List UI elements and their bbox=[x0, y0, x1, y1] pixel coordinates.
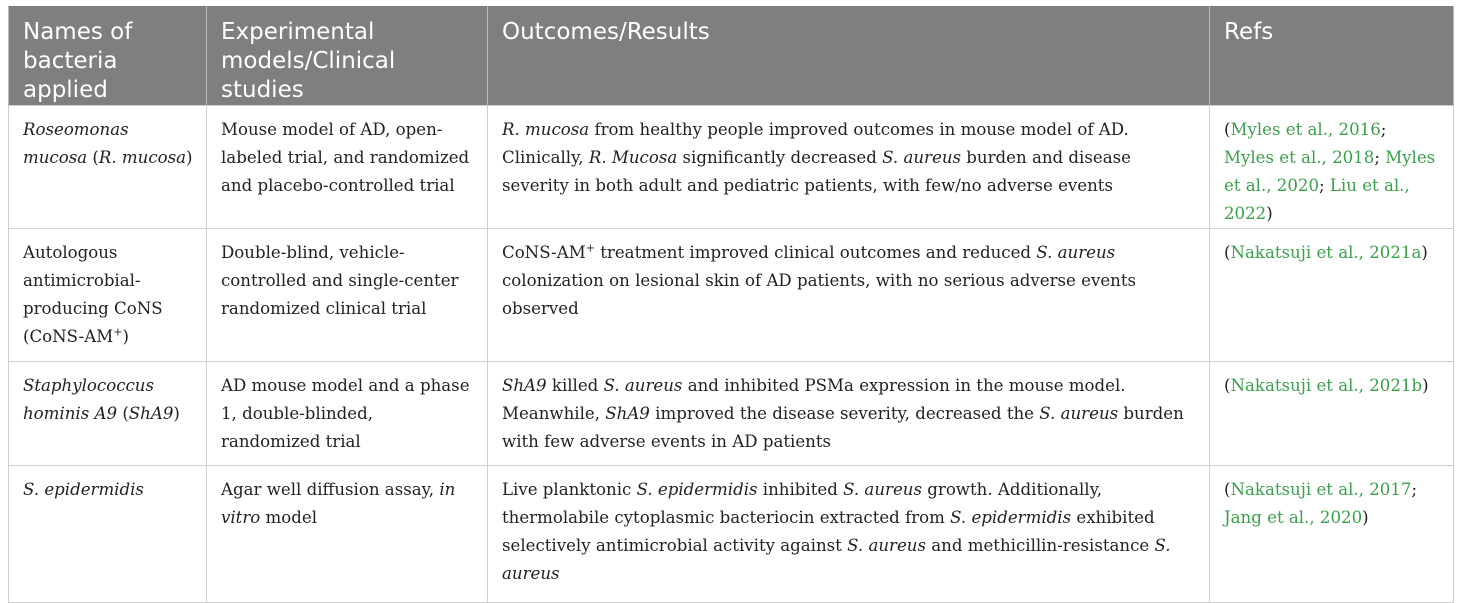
text-run: ) bbox=[173, 404, 180, 423]
italic-text: S. aureus bbox=[847, 536, 926, 555]
header-names: Names of bacteria applied bbox=[9, 6, 207, 106]
text-run: ) bbox=[122, 327, 129, 346]
italic-text: S. aureus bbox=[502, 536, 1171, 583]
text-run: ) bbox=[1421, 243, 1428, 262]
italic-text: ShA9 bbox=[128, 404, 174, 423]
superscript: + bbox=[113, 325, 123, 339]
text-run: and inhibited PSMa expression in the mouse model. Meanwhile, bbox=[502, 376, 1126, 423]
reference-link[interactable]: Jang et al., 2020 bbox=[1224, 508, 1363, 527]
italic-text: S. epidermidis bbox=[636, 480, 758, 499]
italic-text: in vitro bbox=[221, 480, 456, 527]
text-run: ; bbox=[1411, 480, 1418, 499]
text-run: treatment improved clinical outcomes and reduced bbox=[594, 243, 1037, 262]
cell-outcomes bbox=[488, 229, 1210, 362]
text-run: exhibited selectively antimicrobial activity against bbox=[502, 508, 1155, 555]
text-run: Live planktonic bbox=[502, 480, 637, 499]
cell-outcomes bbox=[488, 466, 1210, 603]
header-refs: Refs bbox=[1210, 6, 1454, 106]
cell-refs bbox=[1210, 106, 1454, 229]
text-run: ) bbox=[186, 148, 193, 167]
table-row bbox=[9, 466, 1454, 603]
cell-outcomes bbox=[488, 106, 1210, 229]
text-run: Agar well diffusion assay, bbox=[221, 480, 440, 499]
cell-refs bbox=[1210, 362, 1454, 466]
text-run: burden with few adverse events in AD patients bbox=[502, 404, 1184, 451]
text-run: ; bbox=[1374, 148, 1386, 167]
reference-link[interactable]: Myles et al., 2018 bbox=[1224, 148, 1375, 167]
cell-refs bbox=[1210, 466, 1454, 603]
cell-models bbox=[207, 362, 488, 466]
text-run: from healthy people improved outcomes in mouse model of AD. Clinically, bbox=[502, 120, 1129, 167]
italic-text: S. epidermidis bbox=[23, 480, 144, 499]
text-run: Autologous antimicrobial-producing CoNS (CoNS-AM bbox=[23, 243, 163, 346]
table-row bbox=[9, 106, 1454, 229]
header-models: Experimental models/Clinical studies bbox=[207, 6, 488, 106]
text-run: significantly decreased bbox=[677, 148, 883, 167]
text-run: ( bbox=[117, 404, 129, 423]
bacteria-table bbox=[8, 6, 1454, 603]
cell-name bbox=[9, 362, 207, 466]
italic-text: S. aureus bbox=[1036, 243, 1116, 262]
italic-text: ShA9 bbox=[502, 376, 547, 395]
italic-text: S. aureus bbox=[882, 148, 962, 167]
text-run: Mouse model of AD, open-labeled trial, and randomized and placebo-controlled trial bbox=[221, 120, 470, 195]
italic-text: R. Mucosa bbox=[588, 148, 678, 167]
text-run: growth. Additionally, thermolabile cytoplasmic bacteriocin extracted from bbox=[502, 480, 1103, 527]
italic-text: S. aureus bbox=[843, 480, 922, 499]
reference-link[interactable]: Nakatsuji et al., 2017 bbox=[1230, 480, 1412, 499]
italic-text: S. epidermidis bbox=[950, 508, 1072, 527]
italic-text: Roseomonas mucosa bbox=[23, 120, 129, 167]
text-run: ) bbox=[1362, 508, 1369, 527]
text-run: ( bbox=[87, 148, 99, 167]
italic-text: R. mucosa bbox=[98, 148, 187, 167]
reference-link[interactable]: Myles et al., 2016 bbox=[1230, 120, 1381, 139]
reference-link[interactable]: Myles et al., 2020 bbox=[1224, 148, 1436, 195]
cell-models bbox=[207, 106, 488, 229]
text-run: colonization on lesional skin of AD patients, with no serious adverse events observed bbox=[502, 271, 1137, 318]
header-outcomes: Outcomes/Results bbox=[488, 6, 1210, 106]
cell-refs bbox=[1210, 229, 1454, 362]
text-run: killed bbox=[546, 376, 604, 395]
table-row bbox=[9, 362, 1454, 466]
italic-text: R. mucosa bbox=[502, 120, 590, 139]
cell-name bbox=[9, 106, 207, 229]
text-run: ; bbox=[1319, 176, 1330, 195]
text-run: ( bbox=[1224, 480, 1231, 499]
cell-models bbox=[207, 229, 488, 362]
text-run: AD mouse model and a phase 1, double-blinded, randomized trial bbox=[221, 376, 470, 451]
italic-text: S. aureus bbox=[1039, 404, 1119, 423]
cell-name bbox=[9, 229, 207, 362]
cell-outcomes bbox=[488, 362, 1210, 466]
text-run: inhibited bbox=[757, 480, 844, 499]
text-run: improved the disease severity, decreased the bbox=[649, 404, 1040, 423]
reference-link[interactable]: Liu et al., 2022 bbox=[1224, 176, 1410, 223]
italic-text: S. aureus bbox=[603, 376, 683, 395]
italic-text: ShA9 bbox=[605, 404, 650, 423]
reference-link[interactable]: Nakatsuji et al., 2021a bbox=[1230, 243, 1422, 262]
header-row bbox=[9, 6, 1454, 106]
italic-text: Staphylococcus hominis A9 bbox=[23, 376, 154, 423]
cell-models bbox=[207, 466, 488, 603]
text-run: ; bbox=[1380, 120, 1387, 139]
text-run: CoNS-AM bbox=[502, 243, 586, 262]
text-run: model bbox=[260, 508, 318, 527]
reference-link[interactable]: Nakatsuji et al., 2021b bbox=[1230, 376, 1423, 395]
text-run: burden and disease severity in both adult and pediatric patients, with few/no adverse events bbox=[502, 148, 1131, 195]
table-row bbox=[9, 229, 1454, 362]
text-run: ( bbox=[1224, 243, 1231, 262]
superscript: + bbox=[585, 241, 595, 255]
text-run: ) bbox=[1422, 376, 1429, 395]
text-run: ( bbox=[1224, 376, 1231, 395]
cell-name bbox=[9, 466, 207, 603]
text-run: ) bbox=[1266, 204, 1273, 223]
text-run: ( bbox=[1224, 120, 1231, 139]
text-run: Double-blind, vehicle-controlled and single-center randomized clinical trial bbox=[221, 243, 459, 318]
text-run: and methicillin-resistance bbox=[926, 536, 1155, 555]
